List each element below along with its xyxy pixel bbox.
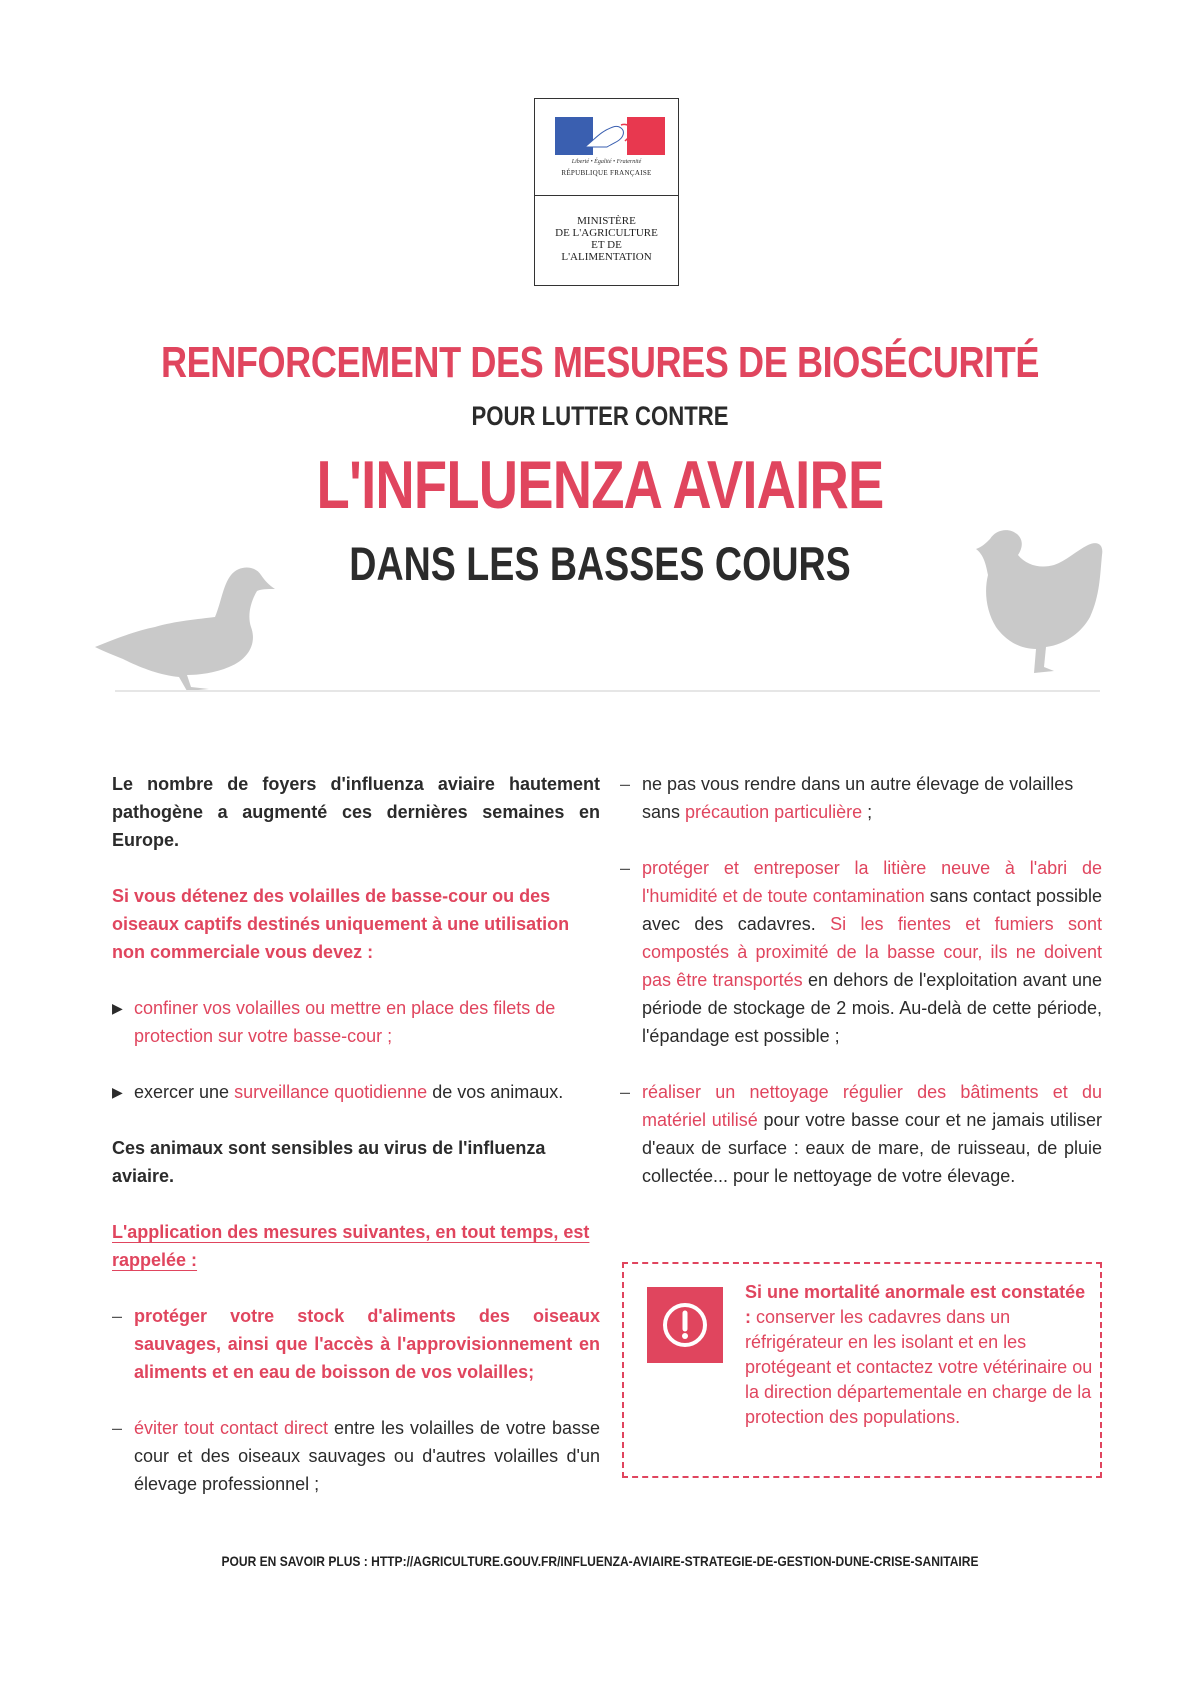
if-you-own-paragraph: Si vous détenez des volailles de basse-cour ou des oiseaux captifs destinés uniquement à une utilisation non commerciale vous devez :: [112, 886, 570, 962]
measure-item: [112, 1302, 600, 1386]
mortality-alert-box: [622, 1262, 1102, 1478]
duck-silhouette-icon: [95, 555, 295, 695]
logo-ministry: [539, 215, 674, 263]
logo-republic: RÉPUBLIQUE FRANÇAISE: [561, 169, 652, 177]
hen-silhouette-icon: [950, 525, 1110, 685]
logo-motto: Liberté • Égalité • Fraternité: [571, 159, 642, 165]
ministry-line: L'ALIMENTATION: [561, 251, 652, 263]
title-line-3: L'INFLUENZA AVIAIRE: [316, 447, 884, 523]
measure-text: pour votre basse cour et ne jamais utiliser d'eaux de surface : eaux de mare, de ruisseau, de pluie collectée... pour le nettoyage de votre élevage.: [642, 1110, 1102, 1186]
ministry-logo: [534, 98, 679, 286]
measure-item: [620, 770, 1102, 826]
measure-text-highlight: éviter tout contact direct: [134, 1418, 329, 1438]
measure-text: en dehors de l'exploitation avant une période de stockage de 2 mois. Au-delà de cette période, l'épandage est possible ;: [642, 970, 1102, 1046]
dash-bullet: –: [620, 858, 631, 878]
dash-bullet: –: [620, 774, 631, 794]
dash-bullet: –: [112, 1418, 123, 1438]
bullet-text-pre: exercer une: [134, 1082, 235, 1102]
reminder-heading: L'application des mesures suivantes, en tout temps, est rappelée :: [112, 1222, 590, 1270]
bullet-text-post: de vos animaux.: [427, 1082, 564, 1102]
measure-item: [112, 1414, 600, 1498]
alert-text: [745, 1280, 1093, 1430]
left-column: [112, 770, 600, 1498]
alert-body: conserver les cadavres dans un réfrigérateur en les isolant et en les protégeant et contactez votre vétérinaire ou la direction départementale en charge de la protection des populations.: [745, 1307, 1093, 1427]
bullet-text-highlight: surveillance quotidienne: [234, 1082, 428, 1102]
logo-divider: [535, 195, 678, 196]
footer-url-link[interactable]: HTTP://AGRICULTURE.GOUV.FR/INFLUENZA-AVIAIRE-STRATEGIE-DE-GESTION-DUNE-CRISE-SANITAIRE: [371, 1553, 979, 1569]
triangle-bullet-icon: ▶: [112, 1000, 123, 1016]
measure-text-highlight: précaution particulière: [685, 802, 863, 822]
title-line-4: DANS LES BASSES COURS: [349, 537, 851, 590]
triangle-bullet-icon: ▶: [112, 1084, 123, 1100]
measure-item: [620, 854, 1102, 1050]
measure-text-highlight: réaliser un nettoyage régulier des bâtiments et du matériel utilisé: [642, 1082, 1102, 1130]
title-line-2: POUR LUTTER CONTRE: [471, 401, 729, 431]
right-column: [620, 770, 1102, 1190]
bullet-text: confiner vos volailles ou mettre en place des filets de protection sur votre basse-cour ;: [134, 998, 556, 1046]
measure-text: entre les volailles de votre basse cour et des oiseaux sauvages ou d'autres volailles d'un élevage professionnel ;: [134, 1418, 600, 1494]
bullet-item: [112, 994, 600, 1050]
footer-more-info: [84, 1553, 1116, 1569]
sensitive-paragraph: Ces animaux sont sensibles au virus de l'influenza aviaire.: [112, 1138, 546, 1186]
measure-text: ;: [862, 802, 873, 822]
measure-text-highlight: protéger et entreposer la litière neuve à l'abri de l'humidité et de toute contamination: [642, 858, 1102, 906]
dash-bullet: –: [620, 1082, 631, 1102]
measure-text: sans contact possible avec des cadavres.: [642, 886, 1102, 934]
ministry-line: DE L'AGRICULTURE: [555, 227, 658, 239]
measure-item: [620, 1078, 1102, 1190]
measure-text: ne pas vous rendre dans un autre élevage de volailles sans: [642, 774, 1074, 822]
alert-heading: Si une mortalité anormale est constatée :: [745, 1282, 1086, 1327]
exclamation-icon: [647, 1287, 723, 1363]
bullet-item: [112, 1078, 600, 1106]
title-line-1: RENFORCEMENT DES MESURES DE BIOSÉCURITÉ: [160, 338, 1040, 387]
ground-line: [115, 690, 1100, 692]
ministry-line: MINISTÈRE: [577, 215, 636, 227]
dash-bullet: –: [112, 1306, 123, 1326]
marianne-flag-icon: [555, 117, 665, 155]
alert-icon-box: [647, 1287, 723, 1363]
intro-paragraph: Le nombre de foyers d'influenza aviaire hautement pathogène a augmenté ces dernières semaines en Europe.: [112, 774, 600, 850]
footer-label: POUR EN SAVOIR PLUS :: [221, 1553, 372, 1569]
measure-text-highlight: Si les fientes et fumiers sont compostés à proximité de la basse cour, ils ne doivent pas être transportés: [642, 914, 1102, 990]
ministry-line: ET DE: [591, 239, 622, 251]
measure-text: protéger votre stock d'aliments des oiseaux sauvages, ainsi que l'accès à l'approvisionnement en aliments et en eau de boisson de vos volailles;: [134, 1306, 600, 1382]
